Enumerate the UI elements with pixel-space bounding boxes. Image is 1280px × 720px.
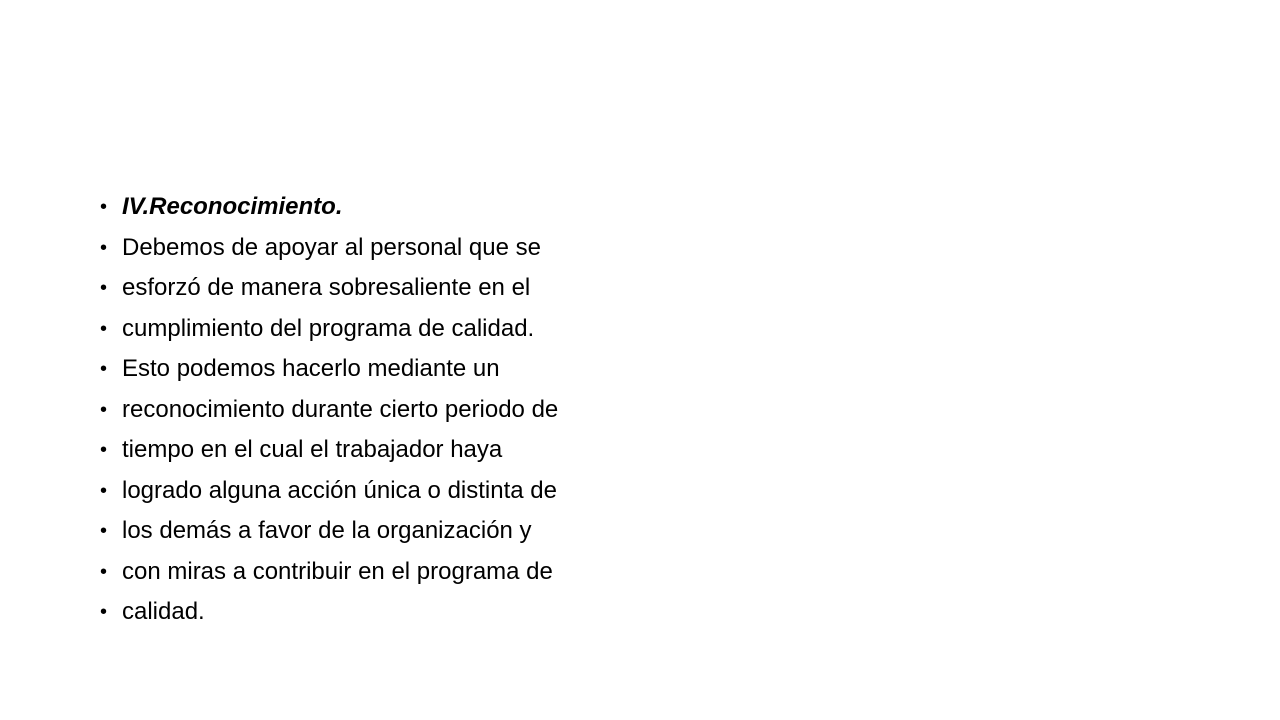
bullet-item xyxy=(98,349,558,390)
bullet-item xyxy=(98,592,558,633)
bullet-text: Esto podemos hacerlo mediante un xyxy=(122,355,500,382)
bullet-item xyxy=(98,390,558,431)
bullet-icon: • xyxy=(100,398,108,421)
bullet-item xyxy=(98,430,558,471)
bullet-text: los demás a favor de la organización y xyxy=(122,517,532,544)
bullet-text: reconocimiento durante cierto periodo de xyxy=(122,395,559,423)
bullet-text: esforzó de manera sobresaliente en el xyxy=(122,274,531,301)
bullet-icon: • xyxy=(100,196,108,218)
bullet-icon: • xyxy=(100,317,108,340)
bullet-text: tiempo en el cual el trabajador haya xyxy=(122,436,503,463)
bullet-text: cumplimiento del programa de calidad. xyxy=(122,314,535,342)
bullet-list xyxy=(98,187,558,633)
bullet-item xyxy=(98,471,558,512)
bullet-item xyxy=(98,552,558,593)
bullet-item-heading xyxy=(98,187,558,228)
bullet-icon: • xyxy=(100,439,108,461)
bullet-icon: • xyxy=(100,236,108,259)
section-heading: IV.Reconocimiento. xyxy=(122,193,343,220)
bullet-text: calidad. xyxy=(122,598,205,625)
bullet-icon: • xyxy=(100,358,108,380)
bullet-icon: • xyxy=(100,560,108,583)
bullet-item xyxy=(98,309,558,350)
bullet-text: logrado alguna acción única o distinta de xyxy=(122,476,557,504)
bullet-item xyxy=(98,511,558,552)
bullet-icon: • xyxy=(100,277,108,299)
bullet-icon: • xyxy=(100,520,108,542)
bullet-item xyxy=(98,228,558,269)
bullet-text: Debemos de apoyar al personal que se xyxy=(122,233,541,261)
bullet-icon: • xyxy=(100,601,108,623)
bullet-item xyxy=(98,268,558,309)
bullet-icon: • xyxy=(100,479,108,502)
bullet-text: con miras a contribuir en el programa de xyxy=(122,557,553,585)
